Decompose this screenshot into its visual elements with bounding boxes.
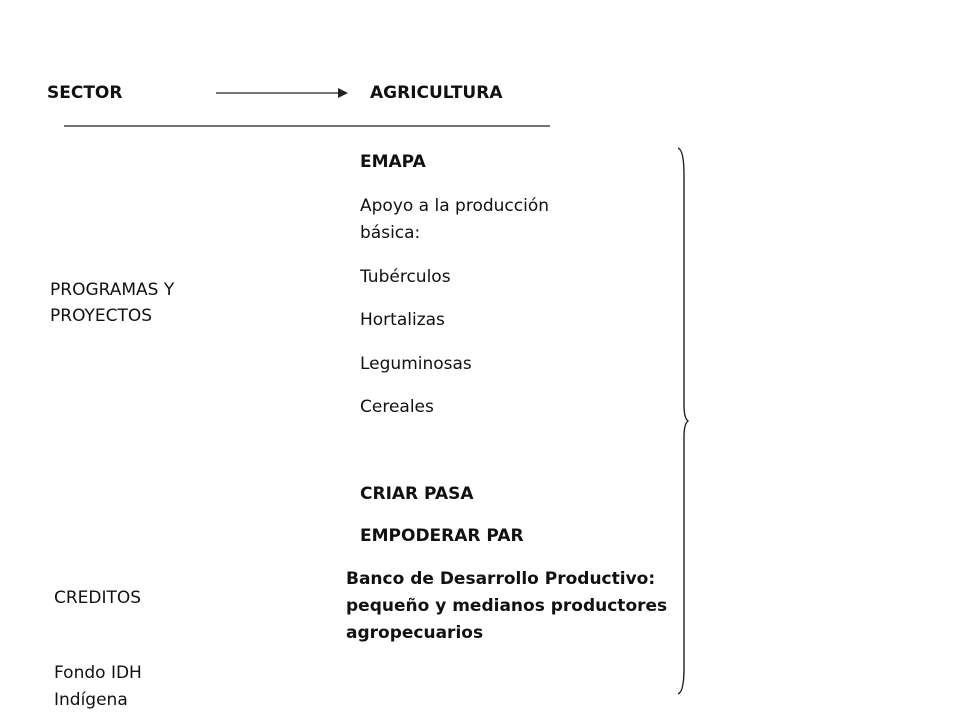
credits-line1: Banco de Desarrollo Productivo:	[346, 569, 656, 589]
credits-label: CREDITOS	[54, 588, 142, 608]
list-item: Cereales	[360, 397, 434, 417]
program-empoderar-par: EMPODERAR PAR	[360, 526, 524, 546]
fund-label-line2: Indígena	[54, 690, 128, 710]
fund-label-line1: Fondo IDH	[54, 663, 142, 683]
credits-line2: pequeño y medianos productores	[346, 596, 668, 616]
right-brace	[678, 148, 688, 694]
programs-label-line1: PROGRAMAS Y	[50, 280, 175, 300]
program-criar-pasa: CRIAR PASA	[360, 484, 474, 504]
program-support-line1: Apoyo a la producción	[360, 196, 550, 216]
list-item: Tubérculos	[360, 267, 451, 287]
sector-label: SECTOR	[47, 83, 123, 103]
program-emapa: EMAPA	[360, 152, 426, 172]
list-item: Leguminosas	[360, 354, 472, 374]
program-support-line2: básica:	[360, 223, 421, 243]
credits-line3: agropecuarios	[346, 623, 484, 643]
sector-arrow-head	[338, 88, 348, 98]
programs-label-line2: PROYECTOS	[50, 306, 153, 326]
list-item: Hortalizas	[360, 310, 445, 330]
sector-value: AGRICULTURA	[370, 83, 503, 103]
